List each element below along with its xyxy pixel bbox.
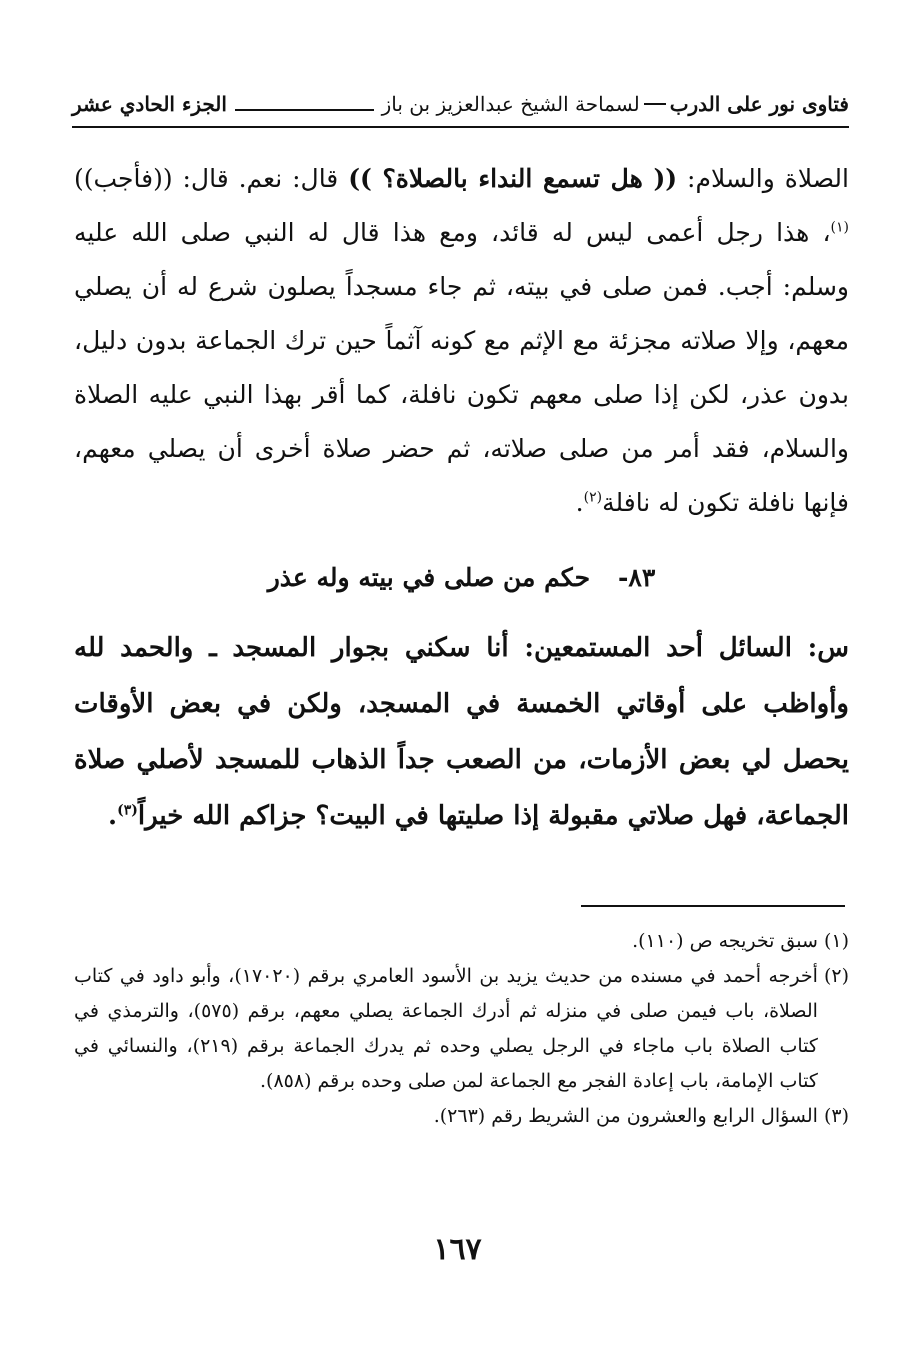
paragraph-end: . [575, 488, 584, 517]
section-heading [74, 558, 849, 598]
footnotes [74, 924, 849, 1134]
footnote-number: (٢) [823, 965, 849, 987]
footnote-3 [74, 1099, 849, 1134]
question-end: . [108, 801, 118, 831]
section-title: حكم من صلى في بيته وله عذر [267, 563, 591, 592]
footnote-1 [74, 924, 849, 959]
header-rule [72, 126, 849, 128]
body-paragraph [74, 152, 849, 530]
question-block [74, 620, 849, 844]
footnote-number: (١) [823, 930, 849, 952]
header-series-title: فتاوى نور على الدرب [669, 92, 849, 116]
header-author: لسماحة الشيخ عبدالعزيز بن باز [381, 92, 640, 116]
page-number: ١٦٧ [433, 1232, 482, 1267]
question-text: السائل أحد المستمعين: أنا سكني بجوار المسجد ـ والحمد لله وأواظب على أوقاتي الخمسة في المسجد، ولكن في بعض الأوقات يحصل لي بعض الأزمات، من الصعب جداً الذهاب للمسجد لأصلي صلاة الجماعة، فهل صلاتي مقبولة إذا صليتها في البيت؟ جزاكم الله خيراً [74, 633, 849, 831]
footnote-ref-1: (١) [830, 219, 849, 236]
footnote-separator [581, 905, 845, 907]
paragraph-main-text: ، هذا رجل أعمى ليس له قائد، ومع هذا قال له النبي صلى الله عليه وسلم: أجب. فمن صلى في بيته، ثم جاء مسجداً يصلون شرع له أن يصلي معهم، وإلا صلاته مجزئة مع الإثم مع كونه آثماً حين ترك الجماعة بدون دليل، بدون عذر، لكن إذا صلى معهم تكون نافلة، كما أقر بهذا النبي عليه الصلاة والسلام، فقد أمر من صلى صلاته، ثم حضر صلاة أخرى أن يصلي معهم، فإنها نافلة تكون له نافلة [74, 218, 849, 517]
header-part: الجزء الحادي عشر [72, 92, 227, 116]
footnote-ref-3: (٣) [117, 802, 138, 819]
footnote-text: أخرجه أحمد في مسنده من حديث يزيد بن الأسود العامري برقم (١٧٠٢٠)، وأبو داود في كتاب الصلاة، باب فيمن صلى في منزله ثم أدرك الجماعة يصلي معهم، برقم (٥٧٥)، والترمذي في كتاب الصلاة باب ماجاء في الرجل يصلي وحده ثم يدرك الجماعة برقم (٢١٩)، والنسائي في كتاب الإمامة، باب إعادة الفجر مع الجماعة لمن صلى وحده برقم (٨٥٨). [74, 965, 818, 1092]
footnote-2 [74, 959, 849, 1099]
section-number: ٨٣- [618, 563, 656, 592]
footnote-text: السؤال الرابع والعشرون من الشريط رقم (٢٦٣). [433, 1105, 818, 1127]
paragraph-quote: (( هل تسمع النداء بالصلاة؟ )) [348, 164, 678, 193]
footnote-ref-2: (٢) [583, 489, 603, 506]
header-dash [644, 103, 666, 105]
paragraph-text-before-quote: الصلاة والسلام: [677, 164, 849, 193]
footnote-number: (٣) [823, 1105, 849, 1127]
paragraph-text-after-quote: قال: نعم. قال: ((فأجب)) [74, 164, 349, 193]
header-separator-line [235, 109, 374, 111]
question-label: س: [791, 633, 850, 663]
header-series-and-author [382, 92, 849, 116]
footnote-text: سبق تخريجه ص (١١٠). [632, 930, 818, 952]
running-header [72, 84, 849, 124]
